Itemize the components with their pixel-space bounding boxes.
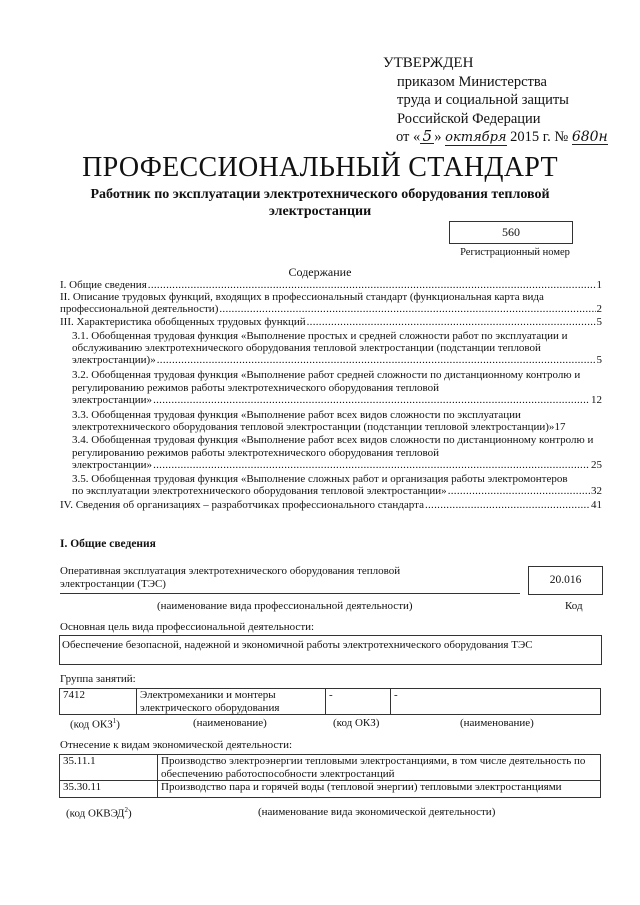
date-mid: » <box>434 129 442 145</box>
toc-item[interactable] <box>60 291 602 315</box>
toc-item-text: IV. Сведения об организациях – разработчиках профессионального стандарта <box>60 499 424 512</box>
toc-page: 2 <box>596 303 602 316</box>
date-day: 5 <box>420 129 434 144</box>
okved-code: 35.30.11 <box>60 781 158 798</box>
toc-dots <box>157 354 596 366</box>
occupation-table <box>59 688 601 715</box>
toc-item[interactable] <box>60 409 602 433</box>
caption-okz-text: (код ОКЗ <box>70 718 113 731</box>
economic-table <box>59 754 601 798</box>
caption-okz-close: ) <box>116 718 120 731</box>
toc-item-text: 3.2. Обобщенная трудовая функция «Выполнение работ средней сложности по дистанционному контролю и регулированию режимов работы электротехнического оборудования тепловой <box>72 369 581 394</box>
toc-item-text: I. Общие сведения <box>60 279 147 291</box>
date-month: октября <box>445 130 507 145</box>
approval-line: приказом Министерства <box>397 73 547 90</box>
toc-item[interactable] <box>60 499 602 511</box>
approval-line: труда и социальной защиты <box>397 92 569 108</box>
goal-label: Основная цель вида профессиональной деятельности: <box>60 621 315 633</box>
toc-item-text-cont: электростанции)» <box>72 354 156 367</box>
footnote-ref: 1 <box>112 717 117 725</box>
occupation-name: Электромеханики и монтеры электрического оборудования <box>137 689 326 715</box>
economic-label: Отнесение к видам экономической деятельности: <box>60 739 293 751</box>
toc-item-text: III. Характеристика обобщенных трудовых функций <box>60 315 306 328</box>
toc-item-text: 3.5. Обобщенная трудовая функция «Выполнение сложных работ и организация работы электромонтеров <box>72 473 568 486</box>
registration-label: Регистрационный номер <box>460 247 570 258</box>
date-year: 2015 г. № <box>510 129 569 145</box>
toc-item[interactable] <box>60 434 602 471</box>
toc-dots <box>148 279 596 291</box>
date-prefix: от « <box>396 129 421 145</box>
toc-item-text: 3.1. Обобщенная трудовая функция «Выполнение простых и средней сложности работ по эксплуатации и обслуживанию электротехнического оборудования тепловой электростанции (подстанции тепловой <box>72 329 568 355</box>
toc-page: 41 <box>591 499 602 512</box>
section-title: I. Общие сведения <box>60 538 156 550</box>
toc-item[interactable] <box>60 473 602 497</box>
toc-item-text-cont: электротехнического оборудования тепловой электростанции (подстанции тепловой электростанции)» <box>72 421 555 434</box>
okved-name: Производство электроэнергии тепловыми электростанциями, в том числе деятельность по обеспечению работоспособности электростанций <box>158 755 601 781</box>
toc-item[interactable] <box>60 279 602 291</box>
okz-code-2: - <box>326 689 391 715</box>
approval-heading: УТВЕРЖДЕН <box>383 55 474 71</box>
toc-heading: Содержание <box>288 265 352 279</box>
table-row <box>60 755 601 781</box>
approval-line: Российской Федерации <box>397 110 541 127</box>
goal-text: Обеспечение безопасной, надежной и экономичной работы электротехнического оборудования ТЭС <box>62 639 533 651</box>
toc-item-text-cont: электростанции» <box>72 458 153 471</box>
caption-okved-close: ) <box>127 807 132 820</box>
caption-okz-code-2: (код ОКЗ) <box>333 717 380 729</box>
toc-page: 5 <box>596 315 602 328</box>
registration-number-box: 560 <box>449 221 573 244</box>
toc-item-text: 3.4. Обобщенная трудовая функция «Выполнение работ всех видов сложности по дистанционному контролю и регулированию режимов работы электротехнического оборудования тепловой <box>72 434 594 459</box>
toc-dots <box>153 394 590 406</box>
activity-underline <box>60 593 520 594</box>
toc-page: 25 <box>591 458 602 471</box>
occupation-label: Группа занятий: <box>60 673 136 685</box>
toc-page: 17 <box>554 421 566 434</box>
toc-item[interactable] <box>60 330 602 367</box>
toc-page: 1 <box>596 279 602 291</box>
page-title: ПРОФЕССИОНАЛЬНЫЙ СТАНДАРТ <box>82 152 558 183</box>
occupation-name-2: - <box>391 689 601 715</box>
standard-subtitle: Работник по эксплуатации электротехнического оборудования тепловой электростанции <box>90 187 550 219</box>
caption-okz-code <box>70 717 120 731</box>
toc-item[interactable] <box>60 316 602 328</box>
toc-page: 32 <box>591 485 602 498</box>
okved-name: Производство пара и горячей воды (тепловой энергии) тепловыми электростанциями <box>158 781 601 798</box>
order-number: 680н <box>571 129 608 145</box>
toc-item-text-cont: электростанции» <box>72 393 153 406</box>
code-caption: Код <box>565 600 583 612</box>
activity-caption: (наименование вида профессиональной деятельности) <box>157 600 413 612</box>
caption-okved-text: (код ОКВЭД <box>66 807 125 820</box>
toc-dots <box>448 485 590 497</box>
table-of-contents <box>60 279 602 512</box>
caption-okved-name: (наименование вида экономической деятельности) <box>258 806 496 818</box>
toc-dots <box>153 459 590 471</box>
toc-item-text: 3.3. Обобщенная трудовая функция «Выполнение работ всех видов сложности по эксплуатации <box>72 409 521 422</box>
toc-dots <box>307 316 596 328</box>
caption-name: (наименование) <box>193 717 267 729</box>
caption-name-2: (наименование) <box>460 717 534 729</box>
goal-box <box>59 635 602 665</box>
approval-date-line <box>396 127 608 147</box>
toc-item-text-cont: профессиональной деятельности) <box>60 303 219 316</box>
toc-page: 12 <box>591 393 602 406</box>
approval-block <box>383 54 608 147</box>
activity-name: Оперативная эксплуатация электротехнического оборудования тепловой электростанции (ТЭС) <box>60 565 401 590</box>
table-row <box>60 781 601 798</box>
table-row <box>60 689 601 715</box>
toc-dots <box>425 499 590 511</box>
toc-item[interactable] <box>60 369 602 406</box>
okved-code: 35.11.1 <box>60 755 158 781</box>
toc-dots <box>219 303 595 315</box>
footnote-ref: 2 <box>124 806 128 814</box>
toc-page: 5 <box>596 354 602 367</box>
toc-item-text-cont: по эксплуатации электротехнического оборудования тепловой электростанции» <box>72 485 447 498</box>
activity-code-box: 20.016 <box>528 566 603 595</box>
caption-okved-code <box>66 806 132 820</box>
okz-code: 7412 <box>60 689 137 715</box>
toc-item-text: II. Описание трудовых функций, входящих в профессиональный стандарт (функциональная карта вида <box>60 291 544 304</box>
